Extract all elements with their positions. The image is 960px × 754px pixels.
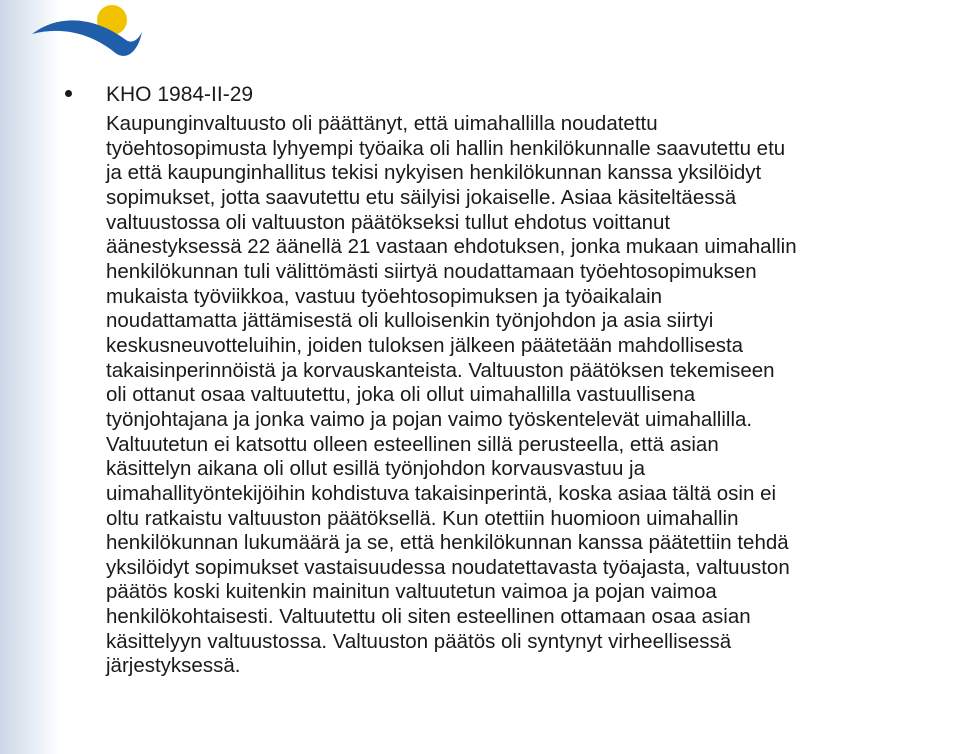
logo-icon (30, 0, 150, 72)
slide-content (62, 82, 960, 679)
body-line: henkilökunnan lukumäärä ja se, että henkilökunnan kanssa päätettiin tehdä (106, 531, 789, 555)
body-line: Valtuutetun ei katsottu olleen esteellinen sillä perusteella, että asian (106, 432, 719, 456)
body-line: oltu ratkaistu valtuuston päätöksellä. Kun otettiin huomioon uimahallin (106, 506, 739, 530)
body-line: takaisinperinnöistä ja korvauskanteista. Valtuuston päätöksen tekemiseen (106, 358, 775, 382)
body-line: työehtosopimusta lyhyempi työaika oli hallin henkilökunnalle saavutettu etu (106, 136, 786, 160)
body-line: valtuustossa oli valtuuston päätökseksi tullut ehdotus voittanut (106, 210, 671, 234)
body-line: ja että kaupunginhallitus tekisi nykyisen henkilökunnan kanssa yksilöidyt (106, 161, 762, 185)
body-line: yksilöidyt sopimukset vastaisuudessa noudatettavasta työajasta, valtuuston (106, 555, 790, 579)
left-gradient-band (0, 0, 60, 754)
body-line: käsittelyyn valtuustossa. Valtuuston päätös oli syntynyt virheellisessä (106, 629, 732, 653)
body-line: työnjohtajana ja jonka vaimo ja pojan vaimo työskentelevät uimahallilla. (106, 407, 753, 431)
body-line: keskusneuvotteluihin, joiden tuloksen jälkeen päätetään mahdollisesta (106, 333, 744, 357)
body-line: uimahallityöntekijöihin kohdistuva takaisinperintä, koska asiaa tältä osin ei (106, 481, 777, 505)
case-body (106, 112, 960, 679)
body-line: Kaupunginvaltuusto oli päättänyt, että uimahallilla noudatettu (106, 112, 658, 135)
body-line: sopimukset, jotta saavutettu etu säilyisi jokaiselle. Asiaa käsiteltäessä (106, 185, 737, 209)
body-line: henkilökunnan tuli välittömästi siirtyä noudattamaan työehtosopimuksen (106, 259, 757, 283)
body-line: henkilökohtaisesti. Valtuutettu oli siten esteellinen ottamaan osaa asian (106, 605, 751, 629)
body-line: oli ottanut osaa valtuutettu, joka oli ollut uimahallilla vastuullisena (106, 383, 696, 407)
body-line: päätös koski kuitenkin mainitun valtuutetun vaimoa ja pojan vaimoa (106, 580, 717, 604)
body-line: käsittelyn aikana oli ollut esillä työnjohdon korvausvastuu ja (106, 457, 646, 481)
bullet-icon (65, 90, 72, 97)
body-line: mukaista työviikkoa, vastuu työehtosopimuksen ja työaikalain (106, 284, 663, 308)
body-line: järjestyksessä. (106, 654, 241, 678)
body-line: noudattamatta jättämisestä oli kulloisenkin työnjohdon ja asia siirtyi (106, 309, 714, 333)
body-line: äänestyksessä 22 äänellä 21 vastaan ehdotuksen, jonka mukaan uimahallin (106, 235, 797, 259)
case-title: KHO 1984-II-29 (106, 83, 254, 106)
bullet-item (62, 82, 960, 679)
